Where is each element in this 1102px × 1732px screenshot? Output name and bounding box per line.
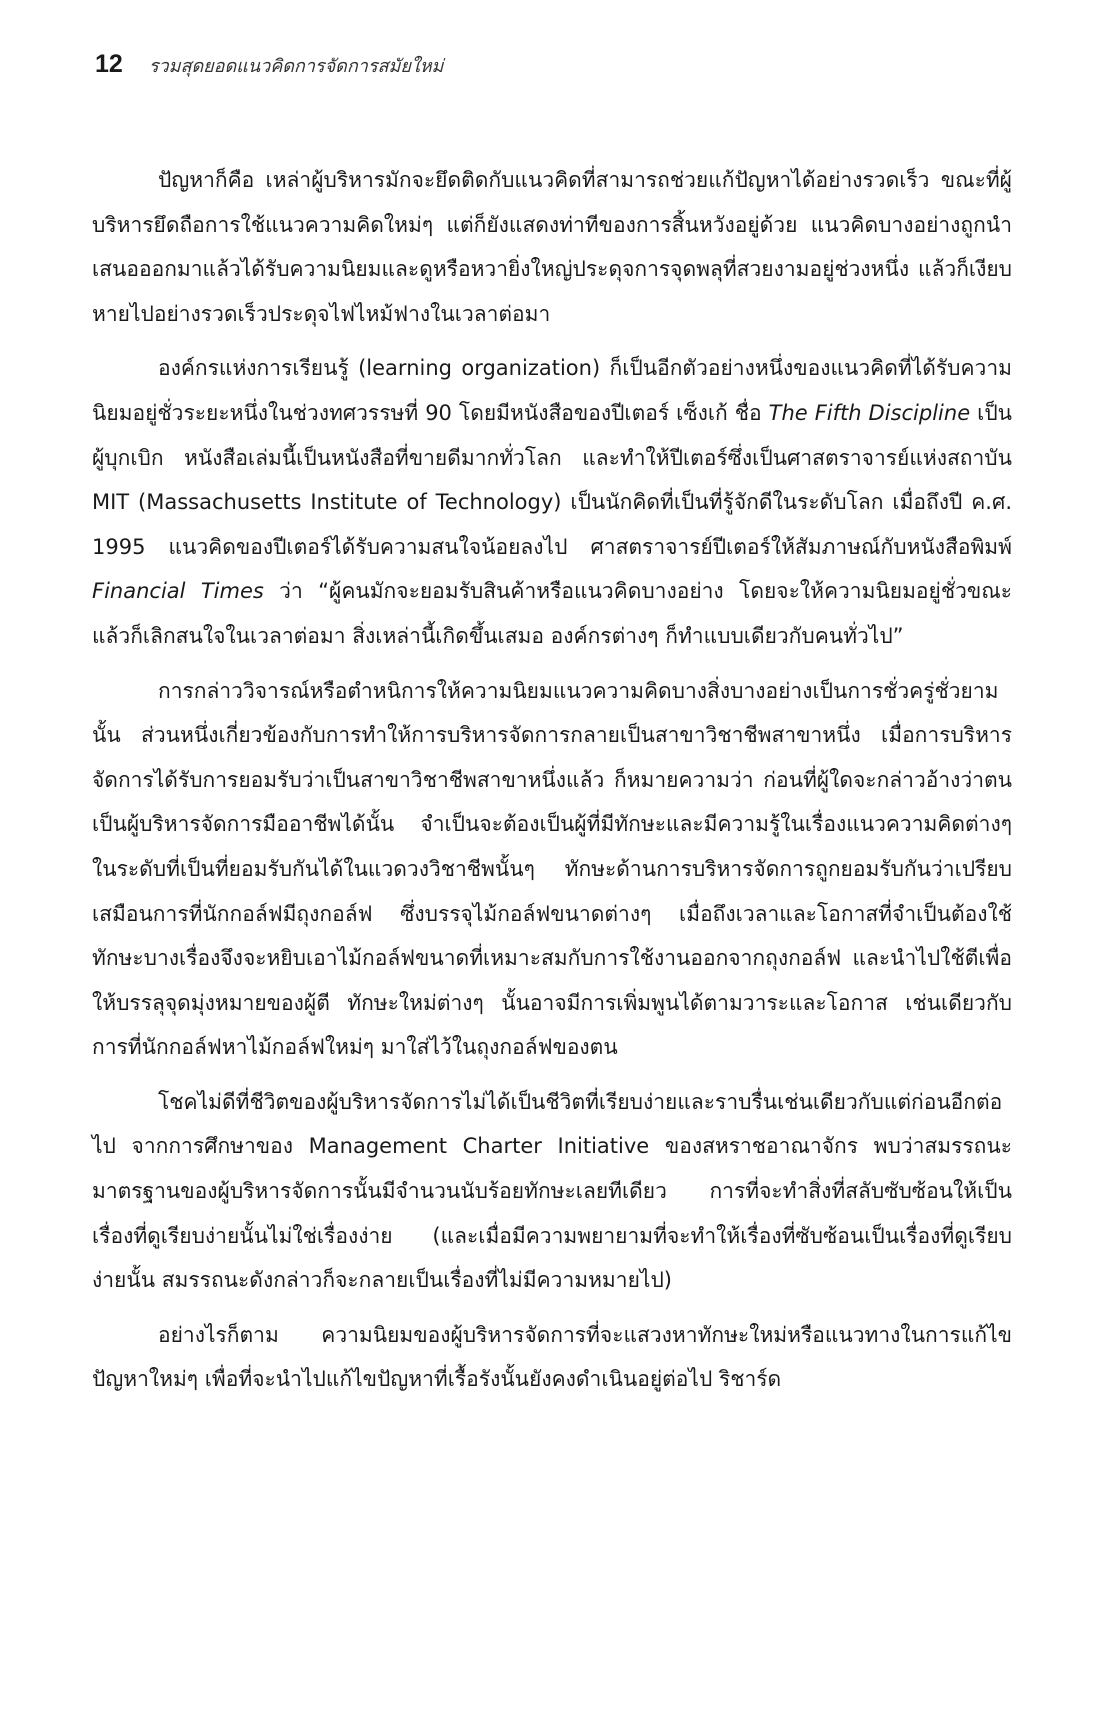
paragraph-text: ปัญหาก็คือ เหล่าผู้บริหารมักจะยึดติดกับแนวคิดที่สามารถช่วยแก้ปัญหาได้อย่างรวดเร็ว ขณะที่ผู้บริหารยึดถือการใช้แนวความคิดใหม่ๆ แต่ก็ยังแสดงท่าทีของการสิ้นหวังอยู่ด้วย แนวคิดบางอย่างถูกนำเสนอออกมาแล้วได้รับความนิยมและดูหรือหวายิ่งใหญ่ประดุจการจุดพลุที่สวยงามอยู่ช่วงหนึ่ง แล้วก็เงียบหายไปอย่างรวดเร็วประดุจไฟไหม้ฟางในเวลาต่อมา	[92, 168, 1012, 326]
page-number: 12	[95, 50, 123, 78]
paragraph-text: อย่างไรก็ตาม ความนิยมของผู้บริหารจัดการที่จะแสวงหาทักษะใหม่หรือแนวทางในการแก้ไขปัญหาใหม่ๆ เพื่อที่จะนำไปแก้ไขปัญหาที่เรื้อรังนั้นยังคงดำเนินอยู่ต่อไป ริชาร์ด	[92, 1322, 1012, 1392]
newspaper-title: Financial Times	[92, 579, 264, 604]
paragraph-text: เป็นผู้บุกเบิก หนังสือเล่มนี้เป็นหนังสือที่ขายดีมากทั่วโลก และทำให้ปีเตอร์ซึ่งเป็นศาสตราจารย์แห่งสถาบัน MIT (Massachusetts Institute of Technology) เป็นนักคิดที่เป็นที่รู้จักดีในระดับโลก เมื่อถึงปี ค.ศ. 1995 แนวคิดของปีเตอร์ได้รับความสนใจน้อยลงไป ศาสตราจารย์ปีเตอร์ให้สัมภาษณ์กับหนังสือพิมพ์	[92, 400, 1013, 559]
paragraph-3	[92, 669, 1012, 1070]
paragraph-4	[92, 1080, 1012, 1303]
paragraph-1	[92, 158, 1012, 336]
paragraph-text: ว่า “ผู้คนมักจะยอมรับสินค้าหรือแนวคิดบางอย่าง โดยจะให้ความนิยมอยู่ชั่วขณะ แล้วก็เลิกสนใจในเวลาต่อมา สิ่งเหล่านี้เกิดขึ้นเสมอ องค์กรต่างๆ ก็ทำแบบเดียวกับคนทั่วไป”	[92, 579, 1012, 648]
paragraph-text: โชคไม่ดีที่ชีวิตของผู้บริหารจัดการไม่ได้เป็นชีวิตที่เรียบง่ายและราบรื่นเช่นเดียวกับแต่ก่อนอีกต่อไป จากการศึกษาของ Management Charter Initiative ของสหราชอาณาจักร พบว่าสมรรถนะมาตรฐานของผู้บริหารจัดการนั้นมีจำนวนนับร้อยทักษะเลยทีเดียว การที่จะทำสิ่งที่สลับซับซ้อนให้เป็นเรื่องที่ดูเรียบง่ายนั้นไม่ใช่เรื่องง่าย (และเมื่อมีความพยายามที่จะทำให้เรื่องที่ซับซ้อนเป็นเรื่องที่ดูเรียบง่ายนั้น สมรรถนะดังกล่าวก็จะกลายเป็นเรื่องที่ไม่มีความหมายไป)	[92, 1089, 1012, 1293]
running-title: รวมสุดยอดแนวคิดการจัดการสมัยใหม่	[148, 56, 444, 77]
paragraph-text: องค์กรแห่งการเรียนรู้ (learning organization) ก็เป็นอีกตัวอย่างหนึ่งของแนวคิดที่ได้รับความนิยมอยู่ชั่วระยะหนึ่งในช่วงทศวรรษที่ 90 โดยมีหนังสือของปีเตอร์ เซ็งเก้ ชื่อ	[92, 356, 1012, 425]
body-text	[92, 158, 1012, 1412]
paragraph-text: การกล่าววิจารณ์หรือตำหนิการให้ความนิยมแนวความคิดบางสิ่งบางอย่างเป็นการชั่วครู่ชั่วยามนั้น ส่วนหนึ่งเกี่ยวข้องกับการทำให้การบริหารจัดการกลายเป็นสาขาวิชาชีพสาขาหนึ่ง เมื่อการบริหารจัดการได้รับการยอมรับว่าเป็นสาขาวิชาชีพสาขาหนึ่งแล้ว ก็หมายความว่า ก่อนที่ผู้ใดจะกล่าวอ้างว่าตนเป็นผู้บริหารจัดการมืออาชีพได้นั้น จำเป็นจะต้องเป็นผู้ที่มีทักษะและมีความรู้ในเรื่องแนวความคิดต่างๆ ในระดับที่เป็นที่ยอมรับกันได้ในแวดวงวิชาชีพนั้นๆ ทักษะด้านการบริหารจัดการถูกยอมรับกันว่าเปรียบเสมือนการที่นักกอล์ฟมีถุงกอล์ฟ ซึ่งบรรจุไม้กอล์ฟขนาดต่างๆ เมื่อถึงเวลาและโอกาสที่จำเป็นต้องใช้ทักษะบางเรื่องจึงจะหยิบเอาไม้กอล์ฟขนาดที่เหมาะสมกับการใช้งานออกจากถุงกอล์ฟ และนำไปใช้ตีเพื่อให้บรรลุจุดมุ่งหมายของผู้ตี ทักษะใหม่ต่างๆ นั้นอาจมีการเพิ่มพูนได้ตามวาระและโอกาส เช่นเดียวกับการที่นักกอล์ฟหาไม้กอล์ฟใหม่ๆ มาใส่ไว้ในถุงกอล์ฟของตน	[92, 678, 1012, 1060]
page-header	[95, 50, 443, 90]
paragraph-2	[92, 346, 1012, 658]
book-title: The Fifth Discipline	[768, 400, 971, 425]
paragraph-5	[92, 1313, 1012, 1402]
